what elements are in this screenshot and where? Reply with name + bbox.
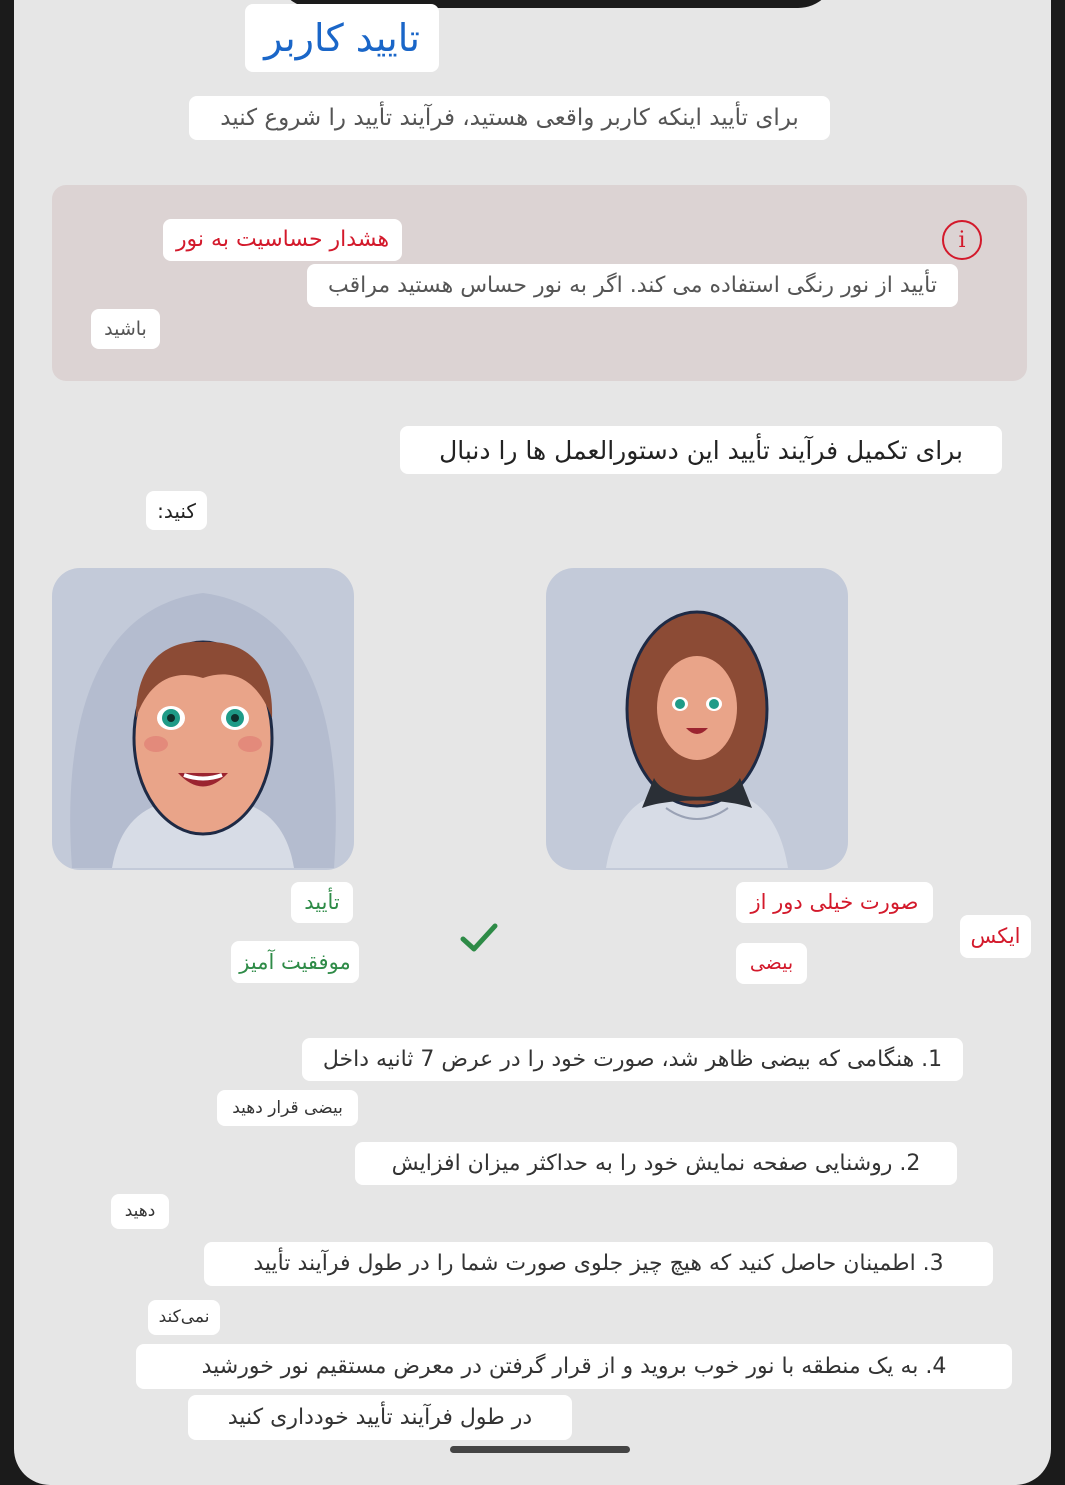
page-subtitle: برای تأیید اینکه کاربر واقعی هستید، فرآیند تأیید را شروع کنید [189, 96, 830, 140]
bad-example-image [546, 568, 848, 870]
page-title: تایید کاربر [245, 4, 439, 72]
verification-screen [14, 0, 1051, 1485]
step-3: 3. اطمینان حاصل کنید که هیچ چیز جلوی صورت شما را در طول فرآیند تأیید [204, 1242, 993, 1286]
warning-text: تأیید از نور رنگی استفاده می کند. اگر به نور حساس هستید مراقب [307, 264, 958, 307]
home-indicator[interactable] [450, 1446, 630, 1453]
bad-example-label: صورت خیلی دور از [736, 882, 933, 923]
info-icon: i [942, 220, 982, 260]
good-example-label: تأیید [291, 882, 353, 923]
bad-example-label-continued: بیضی [736, 943, 807, 984]
warning-title: هشدار حساسیت به نور [163, 219, 402, 261]
step-4: 4. به یک منطقه با نور خوب بروید و از قرار گرفتن در معرض مستقیم نور خورشید [136, 1344, 1012, 1389]
good-example-label-continued: موفقیت آمیز [231, 941, 359, 983]
step-1-continued: بیضی قرار دهید [217, 1090, 358, 1126]
step-1: 1. هنگامی که بیضی ظاهر شد، صورت خود را در عرض 7 ثانیه داخل [302, 1038, 963, 1081]
step-2: 2. روشنایی صفحه نمایش خود را به حداکثر میزان افزایش [355, 1142, 957, 1185]
instructions-heading-continued: کنید: [146, 491, 207, 530]
step-4-continued: در طول فرآیند تأیید خودداری کنید [188, 1395, 572, 1440]
check-icon [460, 922, 498, 954]
avatar-far-illustration [546, 568, 848, 870]
step-3-continued: نمی‌کند [148, 1300, 220, 1335]
instructions-heading: برای تکمیل فرآیند تأیید این دستورالعمل ها را دنبال [400, 426, 1002, 474]
step-2-continued: دهید [111, 1194, 169, 1229]
avatar-close-illustration [52, 568, 354, 870]
good-example-image [52, 568, 354, 870]
warning-text-continued: باشید [91, 309, 160, 349]
bad-example-status: ایکس [960, 915, 1031, 958]
